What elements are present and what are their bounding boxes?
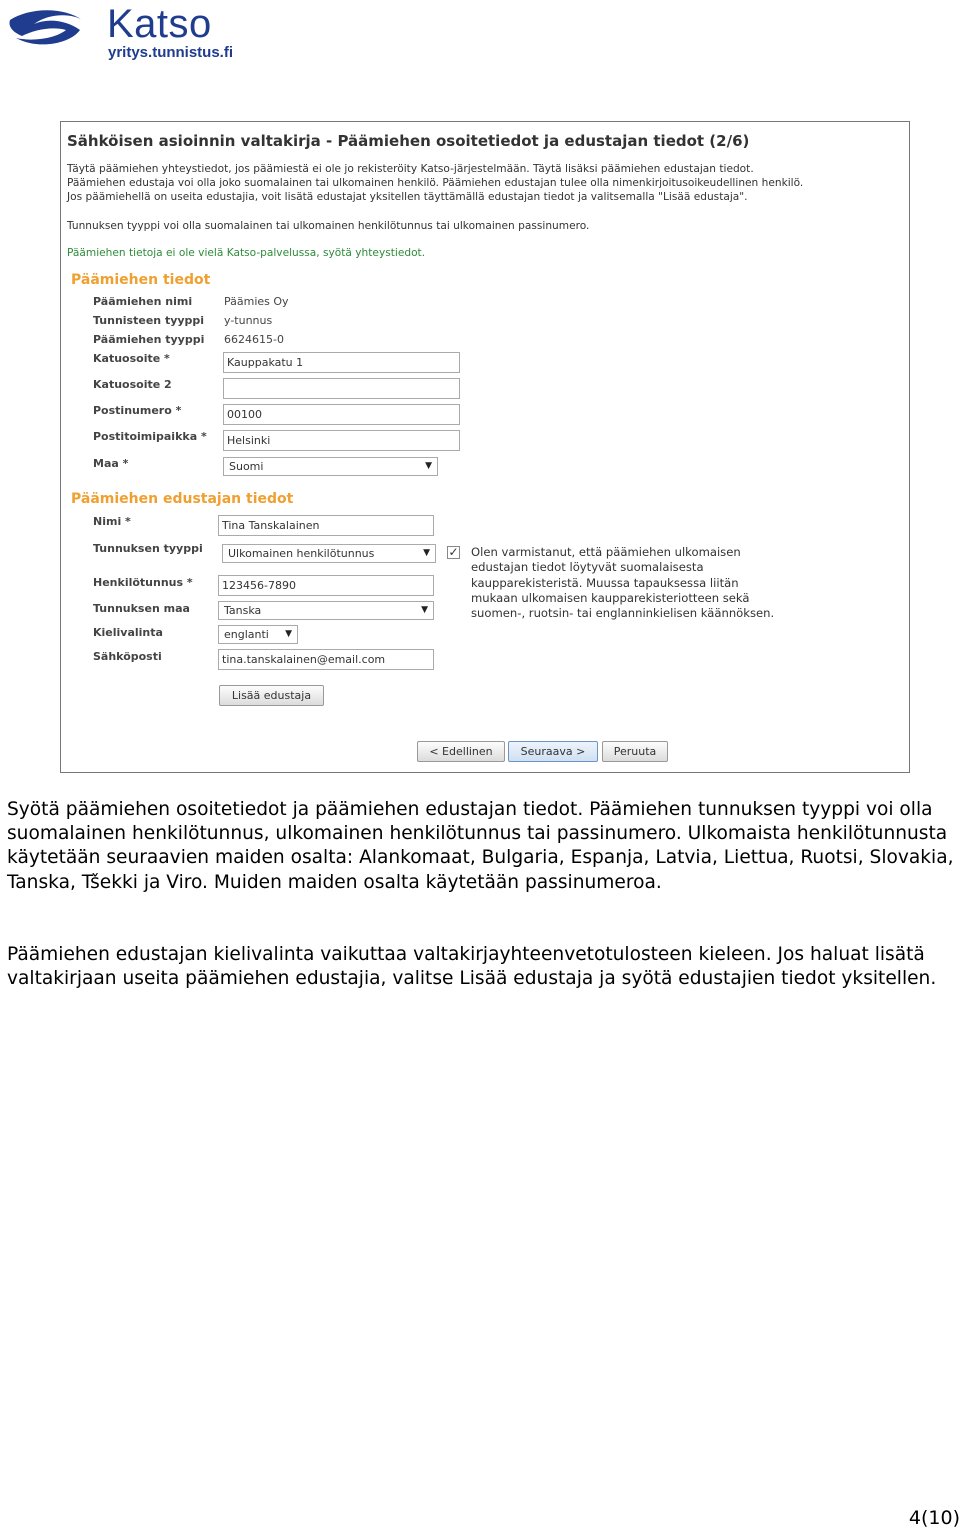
dropdown-arrow-icon: ▼ <box>425 461 432 471</box>
ssn-label: Henkilötunnus * <box>93 576 193 589</box>
form-screenshot <box>60 121 910 773</box>
street1-label: Katuosoite * <box>93 352 170 365</box>
rep-id-type-label: Tunnuksen tyyppi <box>93 542 203 555</box>
country-select[interactable] <box>223 457 438 476</box>
checkmark-icon: ✓ <box>448 545 459 559</box>
dropdown-arrow-icon: ▼ <box>285 629 292 639</box>
intro-line: Päämiehen edustaja voi olla joko suomalainen tai ulkomainen henkilö. Päämiehen edustajan tulee olla nimenkirjoitusoikeudellinen henkilö. <box>67 177 804 189</box>
street1-input[interactable]: Kauppakatu 1 <box>223 352 460 373</box>
intro-line: Täytä päämiehen yhteystiedot, jos päämiestä ei ole jo rekisteröity Katso-järjestelmään. Täytä lisäksi päämiehen edustajan tiedot. <box>67 163 754 175</box>
postcode-input[interactable]: 00100 <box>223 404 460 425</box>
representative-heading: Päämiehen edustajan tiedot <box>71 491 294 507</box>
id-type-label: Tunnisteen tyyppi <box>93 314 205 327</box>
country-label: Maa * <box>93 457 129 470</box>
previous-button[interactable]: < Edellinen <box>417 741 505 762</box>
city-input[interactable]: Helsinki <box>223 430 460 451</box>
street2-input[interactable] <box>223 378 460 399</box>
intro-line: Jos päämiehellä on useita edustajia, voit lisätä edustajat yksitellen täyttämällä edustajan tiedot ja valitsemalla "Lisää edustaja". <box>67 191 748 203</box>
language-select[interactable] <box>218 625 298 644</box>
add-representative-button[interactable]: Lisää edustaja <box>219 685 324 706</box>
rep-name-label: Nimi * <box>93 515 131 528</box>
id-country-select[interactable] <box>218 601 434 620</box>
logo-name: Katso <box>107 2 212 46</box>
body-paragraph-2: Päämiehen edustajan kielivalinta vaikuttaa valtakirjayhteenvetotulosteen kieleen. Jos haluat lisätä valtakirjaan useita päämiehen edustajia, valitse Lisää edustaja ja syötä edustajien tiedot yksitellen. <box>7 944 937 990</box>
rep-name-input[interactable]: Tina Tanskalainen <box>218 515 434 536</box>
next-button[interactable]: Seuraava > <box>508 741 598 762</box>
confirm-checkbox[interactable] <box>447 546 460 559</box>
city-label: Postitoimipaikka * <box>93 430 207 443</box>
katso-swoosh-icon <box>8 6 88 50</box>
principal-heading: Päämiehen tiedot <box>71 272 211 288</box>
principal-type-value: 6624615-0 <box>224 333 284 346</box>
language-label: Kielivalinta <box>93 626 163 639</box>
principal-name-value: Päämies Oy <box>224 295 289 308</box>
confirm-text: Olen varmistanut, että päämiehen ulkomaisen edustajan tiedot löytyvät suomalaisesta kaupparekisteristä. Muussa tapauksessa liitän mukaan ulkomaisen kaupparekisteriotteen sekä suomen-, ruotsin- tai englanninkielisen käännöksen. <box>471 545 775 621</box>
id-type-note: Tunnuksen tyyppi voi olla suomalainen tai ulkomainen henkilötunnus tai ulkomainen passinumero. <box>67 220 590 232</box>
dropdown-arrow-icon: ▼ <box>423 548 430 558</box>
ssn-input[interactable]: 123456-7890 <box>218 575 434 596</box>
id-country-label: Tunnuksen maa <box>93 602 190 615</box>
rep-id-type-value: Ulkomainen henkilötunnus <box>228 547 375 560</box>
status-note: Päämiehen tietoja ei ole vielä Katso-palvelussa, syötä yhteystiedot. <box>67 247 426 259</box>
id-country-value: Tanska <box>224 604 262 617</box>
katso-logo <box>8 2 248 64</box>
id-type-value: y-tunnus <box>224 314 273 327</box>
country-select-value: Suomi <box>229 460 264 473</box>
cancel-button[interactable]: Peruuta <box>602 741 668 762</box>
email-label: Sähköposti <box>93 650 162 663</box>
language-value: englanti <box>224 628 269 641</box>
postcode-label: Postinumero * <box>93 404 182 417</box>
principal-type-label: Päämiehen tyyppi <box>93 333 205 346</box>
email-input[interactable]: tina.tanskalainen@email.com <box>218 649 434 670</box>
street2-label: Katuosoite 2 <box>93 378 172 391</box>
rep-id-type-select[interactable] <box>222 544 436 563</box>
dropdown-arrow-icon: ▼ <box>421 605 428 615</box>
page-number: 4(10) <box>908 1507 960 1529</box>
body-paragraph-1: Syötä päämiehen osoitetiedot ja päämiehen edustajan tiedot. Päämiehen tunnuksen tyyppi voi olla suomalainen henkilötunnus, ulkomainen henkilötunnus tai passinumero. Ulkomaista henkilötunnusta käytetään seuraavien maiden osalta: Alankomaat, Bulgaria, Espanja, Latvia, Liettua, Ruotsi, Slovakia, Tanska, Tšekki ja Viro. Muiden maiden osalta käytetään passinumeroa. <box>7 799 954 893</box>
principal-name-label: Päämiehen nimi <box>93 295 193 308</box>
form-title: Sähköisen asioinnin valtakirja - Päämiehen osoitetiedot ja edustajan tiedot (2/6) <box>67 132 750 150</box>
logo-domain: yritys.tunnistus.fi <box>108 44 234 61</box>
